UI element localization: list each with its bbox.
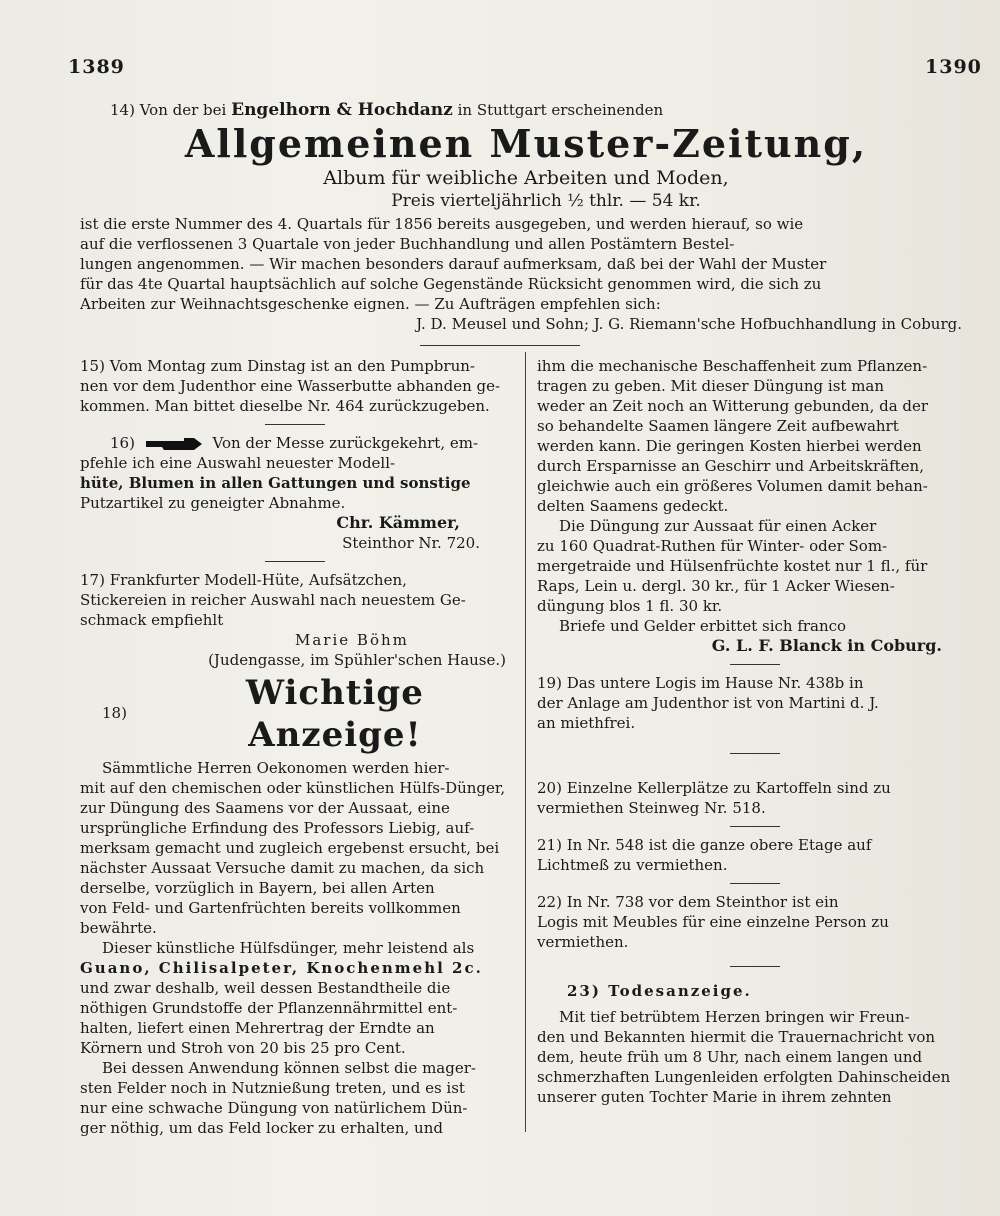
ad-16-line: pfehle ich eine Auswahl neuester Modell- — [80, 454, 396, 472]
ad-18-line: sten Felder noch in Nutznießung treten, und es ist — [80, 1079, 465, 1097]
right-column — [537, 356, 972, 1107]
ad-17-line: 17) Frankfurter Modell-Hüte, Aufsätzchen, — [80, 571, 407, 589]
ad-17-sig-name: Marie Böhm — [295, 631, 409, 649]
section-divider — [420, 345, 580, 346]
ad-15-line: kommen. Man bittet dieselbe Nr. 464 zurückzugeben. — [80, 397, 490, 415]
ad-18-continued — [537, 356, 972, 656]
ad-14-price: Preis vierteljährlich ½ thlr. — 54 kr. — [391, 191, 701, 211]
ad-18-line: ger nöthig, um das Feld locker zu erhalten, und — [80, 1119, 443, 1137]
ad-16-line-1 — [80, 433, 510, 453]
ad-18-cont-line: mergetraide und Hülsenfrüchte kostet nur 1 fl., für — [537, 557, 928, 575]
ad-21-line: Lichtmeß zu vermiethen. — [537, 856, 728, 874]
ad-16-address: Steinthor Nr. 720. — [342, 534, 480, 552]
ad-17-line: schmack empfiehlt — [80, 611, 224, 629]
ad-22-line: Logis mit Meubles für eine einzelne Person zu — [537, 913, 889, 931]
ad-19-line: an miethfrei. — [537, 714, 636, 732]
entry-divider — [265, 561, 325, 562]
ad-16-line: Putzartikel zu geneigter Abnahme. — [80, 494, 346, 512]
ad-18-line: Dieser künstliche Hülfsdünger, mehr leistend als — [102, 939, 475, 957]
ad-21-line: 21) In Nr. 548 ist die ganze obere Etage auf — [537, 836, 872, 854]
ad-18-cont-line: delten Saamens gedeckt. — [537, 497, 729, 515]
ad-18-cont-line: Die Düngung zur Aussaat für einen Acker — [559, 517, 877, 535]
ad-14-subtitle: Album für weibliche Arbeiten und Moden, — [323, 167, 729, 189]
ad-14-signature: J. D. Meusel und Sohn; J. G. Riemann'sche Hofbuchhandlung in Coburg. — [416, 315, 962, 333]
ad-23-line: unserer guten Tochter Marie in ihrem zehnten — [537, 1088, 892, 1106]
ad-21 — [537, 835, 972, 875]
ad-14-title: Allgemeinen Muster-Zeitung, — [184, 121, 868, 166]
ad-18-line: Sämmtliche Herren Oekonomen werden hier- — [102, 759, 450, 777]
ad-18-cont-line: weder an Zeit noch an Witterung gebunden, da der — [537, 397, 929, 415]
ad-18-heading: Wichtige Anzeige! — [245, 673, 424, 755]
ad-18-line: Bei dessen Anwendung können selbst die mager- — [102, 1059, 476, 1077]
ad-18-line: Guano, Chilisalpeter, Knochenmehl 2c. — [80, 959, 483, 977]
ad-15 — [80, 356, 510, 416]
ad-18-cont-line: durch Ersparnisse an Geschirr und Arbeitskräften, — [537, 457, 924, 475]
ad-14-muster-zeitung — [80, 100, 972, 335]
ad-16-line: hüte, Blumen in allen Gattungen und sonstige — [80, 474, 471, 492]
ad-18-line: nächster Aussaat Versuche damit zu machen, da sich — [80, 859, 485, 877]
column-divider — [525, 352, 526, 1132]
ad-19-line: der Anlage am Judenthor ist von Martini d. J. — [537, 694, 879, 712]
ad-16-signature — [80, 513, 510, 533]
ad-23-line: dem, heute früh um 8 Uhr, nach einem langen und — [537, 1048, 923, 1066]
ad-14-prefix: 14) Von der bei — [110, 101, 227, 119]
ad-14-body-line: Arbeiten zur Weihnachtsgeschenke eignen. — Zu Aufträgen empfehlen sich: — [80, 295, 661, 313]
ad-18-cont-line: Raps, Lein u. dergl. 30 kr., für 1 Acker Wiesen- — [537, 577, 895, 595]
ad-18-cont-line: zu 160 Quadrat-Ruthen für Winter- oder Som- — [537, 537, 888, 555]
ad-16-sig-name: Chr. Kämmer, — [336, 513, 460, 532]
ad-18-cont-line: düngung blos 1 fl. 30 kr. — [537, 597, 723, 615]
page-number-left: 1389 — [68, 56, 125, 78]
ad-18-line: Körnern und Stroh von 20 bis 25 pro Cent. — [80, 1039, 406, 1057]
ad-23-line: schmerzhaften Lungenleiden erfolgten Dahinscheiden — [537, 1068, 951, 1086]
ad-18-line: zur Düngung des Saamens vor der Aussaat, eine — [80, 799, 450, 817]
ad-18-line: und zwar deshalb, weil dessen Bestandtheile die — [80, 979, 451, 997]
entry-divider — [265, 424, 325, 425]
ad-22 — [537, 892, 972, 952]
ad-18-line: bewährte. — [80, 919, 157, 937]
left-column — [80, 356, 510, 1138]
ad-14-line-1 — [80, 100, 972, 120]
ad-16-text: Von der Messe zurückgekehrt, em- — [212, 434, 479, 452]
ad-18-line: mit auf den chemischen oder künstlichen Hülfs-Dünger, — [80, 779, 506, 797]
ad-14-publisher: Engelhorn & Hochdanz — [231, 100, 453, 120]
ad-18-line: merksam gemacht und zugleich ergebenst ersucht, bei — [80, 839, 500, 857]
ad-14-body — [80, 214, 972, 314]
entry-divider — [730, 753, 780, 754]
entry-divider — [730, 966, 780, 967]
ad-22-line: 22) In Nr. 738 vor dem Steinthor ist ein — [537, 893, 839, 911]
ad-18-header — [80, 670, 510, 758]
ad-19 — [537, 673, 972, 733]
entry-divider — [730, 664, 780, 665]
ad-20 — [537, 778, 972, 818]
ad-18 — [80, 670, 510, 1138]
page-number-right: 1390 — [925, 56, 982, 78]
ad-23-line: den und Bekannten hiermit die Trauernachricht von — [537, 1028, 936, 1046]
ad-18-line: nöthigen Grundstoffe der Pflanzennährmittel ent- — [80, 999, 458, 1017]
ad-18-line: derselbe, vorzüglich in Bayern, bei allen Arten — [80, 879, 435, 897]
ad-17-line: Stickereien in reicher Auswahl nach neuestem Ge- — [80, 591, 466, 609]
ad-14-body-line: auf die verflossenen 3 Quartale von jeder Buchhandlung und allen Postämtern Bestel- — [80, 235, 735, 253]
ad-18-sig-name: G. L. F. Blanck in Coburg. — [711, 636, 942, 655]
ad-18-line: halten, liefert einen Mehrertrag der Erndte an — [80, 1019, 435, 1037]
ad-19-line: 19) Das untere Logis im Hause Nr. 438b in — [537, 674, 864, 692]
ad-18-line: nur eine schwache Düngung von natürlichem Dün- — [80, 1099, 468, 1117]
ad-22-line: vermiethen. — [537, 933, 629, 951]
entry-divider — [730, 826, 780, 827]
ad-16-number: 16) — [110, 434, 135, 452]
ad-18-line: von Feld- und Gartenfrüchten bereits vollkommen — [80, 899, 461, 917]
ad-14-body-line: für das 4te Quartal hauptsächlich auf solche Gegenstände Rücksicht genommen wird, die sich zu — [80, 275, 822, 293]
ad-18-cont-line: tragen zu geben. Mit dieser Düngung ist man — [537, 377, 885, 395]
ad-18-cont-line: so behandelte Saamen längere Zeit aufbewahrt — [537, 417, 899, 435]
ad-20-line: 20) Einzelne Kellerplätze zu Kartoffeln sind zu — [537, 779, 891, 797]
ad-18-cont-line: gleichwie auch ein größeres Volumen damit behan- — [537, 477, 928, 495]
ad-14-suffix: in Stuttgart erscheinenden — [457, 101, 664, 119]
ad-14-body-line: lungen angenommen. — Wir machen besonders darauf aufmerksam, daß bei der Wahl der Muster — [80, 255, 827, 273]
ad-23 — [537, 981, 972, 1107]
ad-18-cont-line: Briefe und Gelder erbittet sich franco — [559, 617, 847, 635]
ad-23-heading: 23) Todesanzeige. — [567, 982, 752, 1000]
ad-16 — [80, 433, 510, 553]
ad-17 — [80, 570, 510, 670]
ad-18-line: ursprüngliche Erfindung des Professors Liebig, auf- — [80, 819, 475, 837]
ad-18-signature — [537, 636, 972, 656]
ad-20-line: vermiethen Steinweg Nr. 518. — [537, 799, 766, 817]
ad-17-address: (Judengasse, im Spühler'schen Hause.) — [208, 651, 506, 669]
ad-15-line: 15) Vom Montag zum Dinstag ist an den Pumpbrun- — [80, 357, 475, 375]
ad-15-line: nen vor dem Judenthor eine Wasserbutte abhanden ge- — [80, 377, 501, 395]
ad-23-line: Mit tief betrübtem Herzen bringen wir Freun- — [559, 1008, 910, 1026]
pointing-hand-icon — [144, 436, 204, 452]
ad-14-body-line: ist die erste Nummer des 4. Quartals für 1856 bereits ausgegeben, und werden hierauf, so wie — [80, 215, 804, 233]
ad-18-cont-line: ihm die mechanische Beschaffenheit zum Pflanzen- — [537, 357, 928, 375]
entry-divider — [730, 883, 780, 884]
ad-18-cont-line: werden kann. Die geringen Kosten hierbei werden — [537, 437, 922, 455]
ad-18-number: 18) — [102, 704, 127, 723]
